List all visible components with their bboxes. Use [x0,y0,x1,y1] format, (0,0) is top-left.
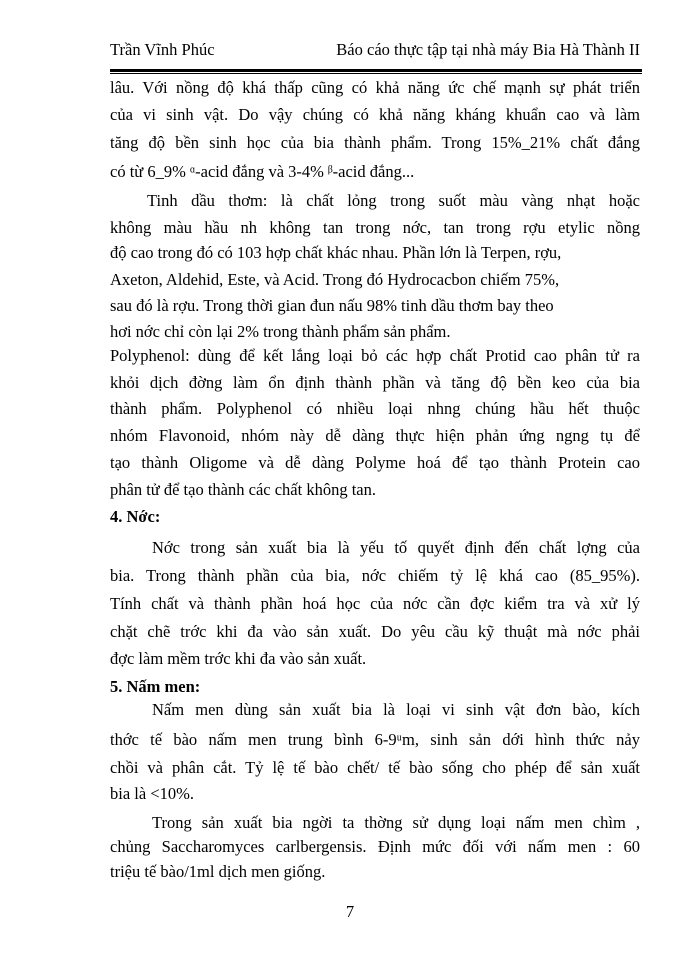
page-header [110,40,640,60]
page-number: 7 [345,902,355,921]
text-line: nhóm Flavonoid, nhóm này dễ dàng thực hiện phản ứng ngng tụ để [110,426,640,445]
text-line: Tinh dầu thơm: là chất lỏng trong suốt màu vàng nhạt hoặc [147,191,640,210]
text-line: triệu tế bào/1ml dịch men giống. [110,862,326,881]
text-line: Polyphenol: dùng để kết lắng loại bỏ các hợp chất Protid cao phân tử ra [110,346,640,365]
text-line: chặt chẽ trớc khi đa vào sản xuất. Do yêu cầu kỹ thuật mà nớc phải [110,622,640,641]
text-line: lâu. Với nồng độ khá thấp cũng có khả năng ức chế mạnh sự phát triển [110,78,640,97]
text-line: Tính chất và thành phần hoá học của nớc cần đợc kiểm tra và xử lý [110,594,640,613]
text-line: độ cao trong đó có 103 hợp chất khác nhau. Phần lớn là Terpen, rợu, [110,243,562,262]
text-line: đợc làm mềm trớc khi đa vào sản xuất. [110,649,367,668]
text-line: Axeton, Aldehid, Este, và Acid. Trong đó Hydrocacbon chiếm 75%, [110,270,560,289]
header-rule [110,69,642,74]
text-line: phân tử để tạo thành các chất không tan. [110,480,376,499]
text-line: không màu hầu nh không tan trong nớc, tan trong rợu etylic nồng [110,218,640,237]
text-line: tăng độ bền sinh học của bia thành phẩm. Trong 15%_21% chất đắng [110,133,640,152]
text-line: có từ 6_9% ᵅ-acid đắng và 3-4% ᵝ-acid đắng... [110,162,415,181]
header-author: Trần Vĩnh Phúc [110,40,215,59]
text-line: Nớc trong sản xuất bia là yếu tố quyết định đến chất lợng của [152,538,640,557]
text-line: Trong sản xuất bia ngời ta thờng sử dụng loại nấm men chìm , [152,813,640,832]
text-line: thớc tế bào nấm men trung bình 6-9ᵘm, sinh sản dới hình thức nảy [110,730,640,749]
text-line: sau đó là rợu. Trong thời gian đun nấu 98% tinh dầu thơm bay theo [110,296,554,315]
text-line: Nấm men dùng sản xuất bia là loại vi sinh vật đơn bào, kích [152,700,640,719]
text-line: hơi nớc chỉ còn lại 2% trong thành phẩm sản phẩm. [110,322,451,341]
section-heading-yeast: 5. Nấm men: [110,677,201,696]
header-report-title: Báo cáo thực tập tại nhà máy Bia Hà Thành II [336,40,640,59]
text-line: bia. Trong thành phần của bia, nớc chiếm tỷ lệ khá cao (85_95%). [110,566,640,585]
text-line: tạo thành Oligome và dễ dàng Polyme hoá để tạo thành Protein cao [110,453,640,472]
text-line: khỏi dịch đờng làm ổn định thành phần và tăng độ bền keo của bia [110,373,640,392]
text-line: chồi và phân cắt. Tỷ lệ tế bào chết/ tế bào sống cho phép để sản xuất [110,758,640,777]
text-line: chủng Saccharomyces carlbergensis. Định mức đối với nấm men : 60 [110,837,640,856]
text-line: thành phẩm. Polyphenol có nhiều loại nhng chúng hầu hết thuộc [110,399,640,418]
text-line: của vi sinh vật. Do vậy chúng có khả năng kháng khuẩn cao và làm [110,105,640,124]
text-line: bia là <10%. [110,784,194,803]
section-heading-water: 4. Nớc: [110,507,161,526]
